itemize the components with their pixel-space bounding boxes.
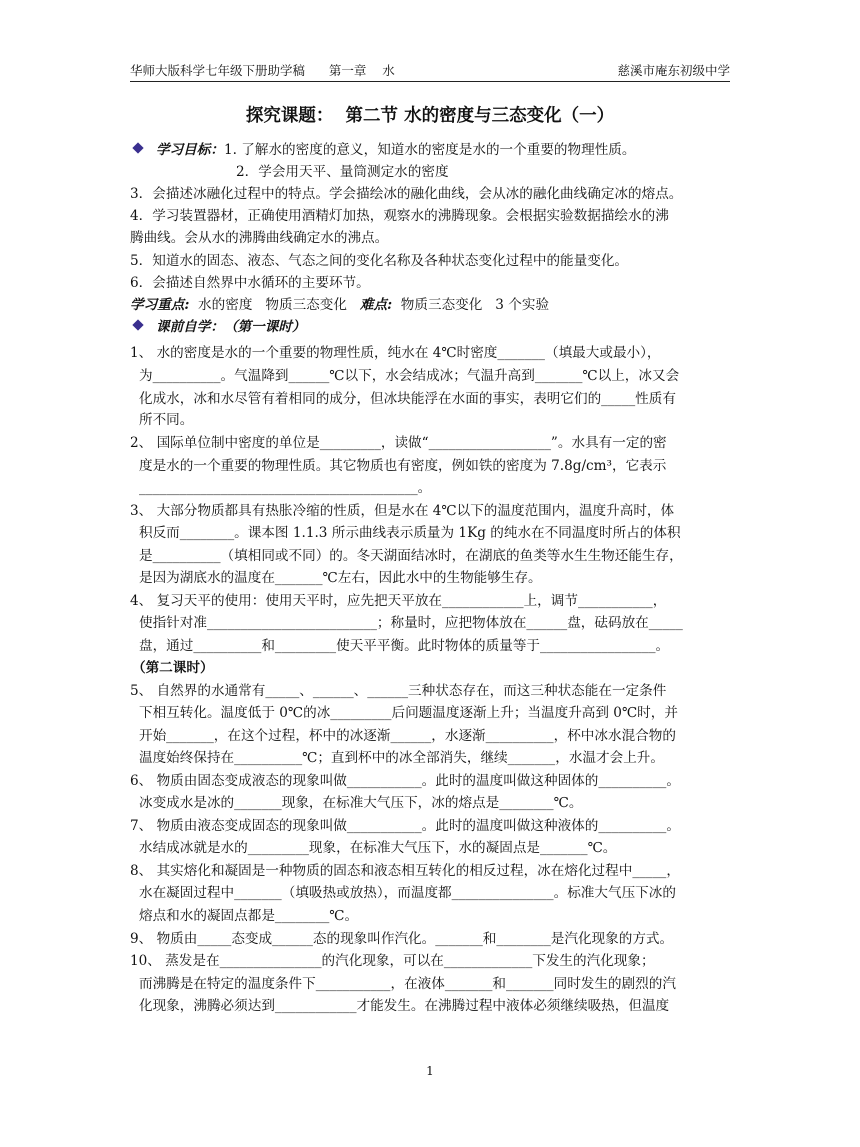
exercise-line: 度是水的一个重要的物理性质。其它物质也有密度，例如铁的密度为 7.8g/cm³，它表示	[139, 458, 667, 474]
objective-item: 4．学习装置器材，正确使用酒精灯加热，观察水的沸腾现象。会根据实验数据描绘水的沸	[130, 208, 669, 224]
exercise-line: _________________________________________。	[139, 480, 432, 496]
preview-row	[130, 317, 306, 337]
exercise-line: 温度始终保持在__________℃；直到杯中的冰全部消失，继续_______，水温才会上升。	[139, 750, 664, 766]
exercise-line: 水在凝固过程中_______（填吸热或放热），而温度都_______________。标准大气压下冰的	[139, 885, 676, 901]
exercise-line: 2、 国际单位制中密度的单位是_________，读做“__________________”。水具有一定的密	[130, 435, 667, 451]
exercise-line: 所不同。	[139, 412, 194, 428]
exercise-line: 3、 大部分物质都具有热胀冷缩的性质，但是水在 4℃以下的温度范围内，温度升高时，体	[130, 503, 675, 519]
page-header	[130, 61, 730, 82]
exercise-line: 开始_______，在这个过程，杯中的冰逐渐______，水逐渐__________，杯中冰水混合物的	[139, 728, 676, 744]
keypoints-row	[130, 295, 549, 315]
exercise-line: 5、 自然界的水通常有_____、______、______三种状态存在，而这三种状态能在一定条件	[130, 683, 667, 699]
exercise-line: 化成水，冰和水尽管有着相同的成分，但冰块能浮在水面的事实，表明它们的_____性质有	[139, 391, 676, 407]
exercise-line: 积反而________。课本图 1.1.3 所示曲线表示质量为 1Kg 的纯水在不同温度时所占的体积	[139, 525, 681, 541]
exercise-line: 是因为湖底水的温度在_______℃左右，因此水中的生物能够生存。	[139, 570, 542, 586]
exercise-line: 而沸腾是在特定的温度条件下___________，在液体_______和_______同时发生的剧烈的汽	[139, 976, 676, 992]
exercise-line: 8、 其实熔化和凝固是一种物质的固态和液态相互转化的相反过程，冰在熔化过程中_____，	[130, 863, 680, 879]
exercise-line: 为__________。气温降到______℃以下，水会结成冰；气温升高到_______℃以上，冰又会	[139, 368, 680, 384]
preview-label: 课前自学：（第一课时）	[156, 319, 306, 335]
exercise-line: 10、 蒸发是在_______________的汽化现象，可以在_____________下发生的汽化现象；	[130, 953, 655, 969]
objective-item: 1. 了解水的密度的意义，知道水的密度是水的一个重要的物理性质。	[223, 142, 636, 158]
exercise-line: 盘，通过__________和_________使天平平衡。此时物体的质量等于_________________。	[139, 638, 670, 654]
header-right: 慈溪市庵东初级中学	[617, 63, 730, 78]
exercise-line: 水结成冰就是水的_________现象，在标准大气压下，水的凝固点是_______℃。	[139, 840, 617, 856]
exercise-line: 是__________（填相同或不同）的。冬天湖面结冰时，在湖底的鱼类等水生生物还能生存，	[139, 548, 683, 564]
page-number: 1	[426, 1064, 434, 1078]
exercise-line: 7、 物质由液态变成固态的现象叫做___________。此时的温度叫做这种液体的__________。	[130, 818, 680, 834]
exercise-line: 化现象，沸腾必须达到____________才能发生。在沸腾过程中液体必须继续吸热，但温度	[139, 998, 670, 1014]
exercise-line: 1、 水的密度是水的一个重要的物理性质，纯水在 4℃时密度_______（填最大或最小），	[130, 345, 661, 361]
exercise-line: 4、 复习天平的使用：使用天平时，应先把天平放在____________上，调节___________，	[130, 593, 667, 609]
difficulty-text: 物质三态变化 3 个实验	[392, 297, 550, 313]
objective-item: 腾曲线。会从水的沸腾曲线确定水的沸点。	[130, 230, 389, 246]
keypoints-label: 学习重点:	[130, 297, 190, 313]
objective-item: 2．学会用天平、量筒测定水的密度	[236, 164, 449, 180]
objective-item: 3．会描述冰融化过程中的特点。学会描绘冰的融化曲线，会从冰的融化曲线确定冰的熔点。	[130, 186, 683, 202]
exercise-line: 9、 物质由_____态变成______态的现象叫作汽化。_______和________是汽化现象的方式。	[130, 931, 674, 947]
difficulty-label: 难点:	[359, 297, 393, 313]
exercise-line: 6、 物质由固态变成液态的现象叫做___________。此时的温度叫做这种固体的__________。	[130, 773, 680, 789]
keypoints-text: 水的密度 物质三态变化	[189, 297, 360, 313]
exercise-line: 冰变成水是冰的_______现象，在标准大气压下，冰的熔点是________℃。	[139, 795, 583, 811]
diamond-bullet-icon	[132, 319, 143, 330]
exercise-line: 熔点和水的凝固点都是________℃。	[139, 908, 359, 924]
objective-item: 5．知道水的固态、液态、气态之间的变化名称及各种状态变化过程中的能量变化。	[130, 253, 629, 269]
second-lesson-label: （第二课时）	[132, 660, 214, 676]
objectives-row	[130, 140, 635, 160]
objective-item: 6．会描述自然界中水循环的主要环节。	[130, 275, 370, 291]
exercise-line: 下相互转化。温度低于 0℃的冰_________后问题温度逐渐上升；当温度升高到 0℃时，并	[139, 705, 678, 721]
objectives-label: 学习目标：	[156, 142, 224, 158]
exercise-line: 使指针对准_________________________；称量时，应把物体放在______盘，砝码放在_____	[139, 615, 683, 631]
header-left: 华师大版科学七年级下册助学稿 第一章 水	[130, 63, 395, 78]
diamond-bullet-icon	[132, 142, 143, 153]
page-title: 探究课题： 第二节 水的密度与三态变化（一）	[245, 106, 615, 126]
